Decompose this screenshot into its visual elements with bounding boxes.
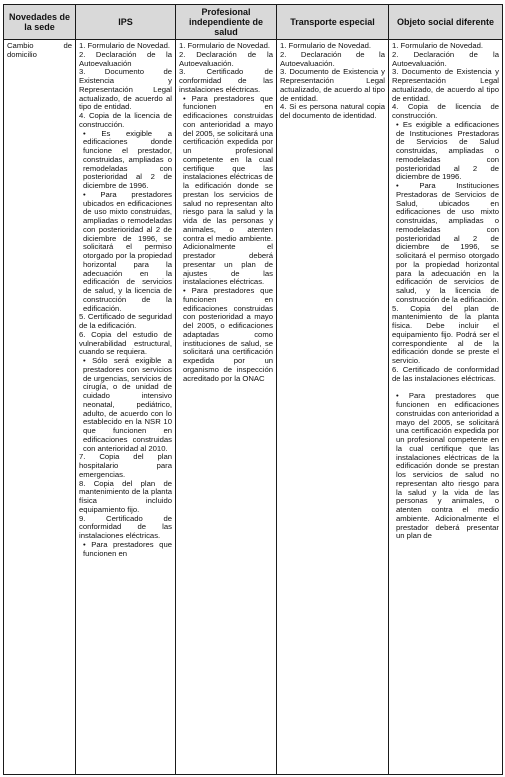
list-item: • Es exigible a edificaciones de Instituciones Prestadoras de Servicios de Salud construidas, ampliadas o remodeladas con posterioridad al 2 de diciembre de 1996. (396, 119, 499, 182)
list-item: • Para prestadores que funcionen en (83, 539, 172, 558)
list-item: 6. Certificado de conformidad de las instalaciones eléctricas. (392, 364, 499, 383)
header-profesional: Profesional independiente de salud (176, 5, 277, 40)
cell-objeto-social (389, 40, 503, 775)
list-item: 4. Si es persona natural copia del documento de identidad. (280, 102, 385, 120)
cell-sede: Cambio de domicilio (4, 40, 76, 775)
table-header-row (4, 5, 503, 40)
list-item: • Para prestadores que funcionen en edificaciones construidas con anterioridad a mayo del 2005, se solicitará una certificación expedida por un profesional competente en la cual certifique que las instalaciones eléctricas de la edificación donde se prestan los servicios de salud no representan alto riesgo para la salud y la vida de las personas y animales, o atenten contra el medio ambiente. Adicionalmente el prestador deberá presentar un plan de (396, 391, 499, 541)
header-transporte: Transporte especial (277, 5, 389, 40)
list-item: 4. Copia de licencia de construcción. (392, 102, 499, 120)
list-item: 8. Copia del plan de mantenimiento de la planta física incluido equipamiento fijo. (79, 478, 172, 514)
list-item: • Es exigible a edificaciones donde funcione el prestador, construidas, ampliadas o remodeladas con posterioridad al 2 de diciembre de 1996. (83, 128, 172, 190)
list-item: 1. Formulario de Novedad. (392, 41, 484, 50)
list-item: 1. Formulario de Novedad. (179, 41, 271, 50)
list-item: 1. Formulario de Novedad. (280, 41, 372, 50)
list-item: 2. Declaración de la Autoevaluación. (179, 49, 273, 68)
header-ips: IPS (76, 5, 176, 40)
list-item: 3. Documento de Existencia y Representación Legal actualizado, de acuerdo al tipo de entidad. (392, 67, 499, 103)
novedades-table (3, 4, 503, 775)
list-item: 5. Certificado de seguridad de la edificación. (79, 312, 172, 330)
list-item: 2. Declaración de la Autoevaluación (79, 49, 172, 68)
list-item: • Para prestadores que funcionen en edificaciones construidas con posterioridad a mayo del 2005, o edificaciones adaptadas como instituciones de salud, se solicitará una certificación expedida por un organismo de inspección acreditado por la ONAC (183, 286, 273, 383)
list-item: 3. Certificado de conformidad de las instalaciones eléctricas. (179, 67, 273, 94)
list-item: 3. Documento de Existencia y Representación Legal actualizado, de acuerdo al tipo de entidad. (79, 67, 172, 112)
header-novedades: Novedades de la sede (4, 5, 76, 40)
list-item: 3. Documento de Existencia y Representación Legal actualizado, de acuerdo al tipo de entidad. (280, 67, 385, 103)
list-item: • Para Instituciones Prestadoras de Servicios de Salud, ubicados en edificaciones de uso mixto construidas, ampliadas o remodeladas con posterioridad al 2 de diciembre de 1996, se solicitará el permiso otorgado por la propiedad horizontal para la adecuación en la edificación de servicios de salud, y la licencia de construcción de la edificación. (396, 181, 499, 304)
list-item: 1. Formulario de Novedad. (79, 41, 171, 50)
list-item: 2. Declaración de la Autoevaluación. (392, 49, 499, 68)
table-row (4, 40, 503, 775)
list-item: 4. Copia de la licencia de construcción. (79, 111, 172, 129)
list-item: 6. Copia del estudio de vulnerabilidad estructural, cuando se requiera. (79, 329, 172, 357)
list-item: • Para prestadores ubicados en edificaciones de uso mixto construidas, ampliadas o remodeladas con posterioridad al 2 de diciembre de 1996, se solicitará el permiso otorgado por la propiedad horizontal para la adecuación en la edificación de servicios de salud, y la licencia de construcción de la edificación. (83, 189, 172, 313)
list-item: • Sólo será exigible a prestadores con servicios de urgencias, servicios de cirugía, o de unidad de cuidado intensivo neonatal, pediátrico, adulto, de acuerdo con lo establecido en la NSR 10 que funcionen en edificaciones construidas con anterioridad al 2010. (83, 356, 172, 453)
list-item: 9. Certificado de conformidad de las instalaciones eléctricas. (79, 513, 172, 540)
header-objeto-social: Objeto social diferente (389, 5, 503, 40)
cell-ips (76, 40, 176, 775)
list-item: 2. Declaración de la Autoevaluación. (280, 49, 385, 68)
list-item: • Para prestadores que funcionen en edificaciones construidas con anterioridad a mayo del 2005, se solicitará una certificación expedida por un profesional competente en la cual certifique que las instalaciones eléctricas de la edificación donde se prestan los servicios de salud no representan alto riesgo para la salud y la vida de las personas y animales, o atenten contra el medio ambiente. Adicionalmente el prestador deberá presentar un plan de ajustes de las instalaciones eléctricas. (183, 93, 273, 287)
cell-transporte (277, 40, 389, 775)
list-item: 5. Copia del plan de mantenimiento de la planta física. Debe incluir el equipamiento fijo. Podrá ser el correspondiente al de la edificación donde se preste el servicio. (392, 303, 499, 365)
cell-profesional (176, 40, 277, 775)
list-item: 7. Copia del plan hospitalario para emergencias. (79, 452, 172, 479)
